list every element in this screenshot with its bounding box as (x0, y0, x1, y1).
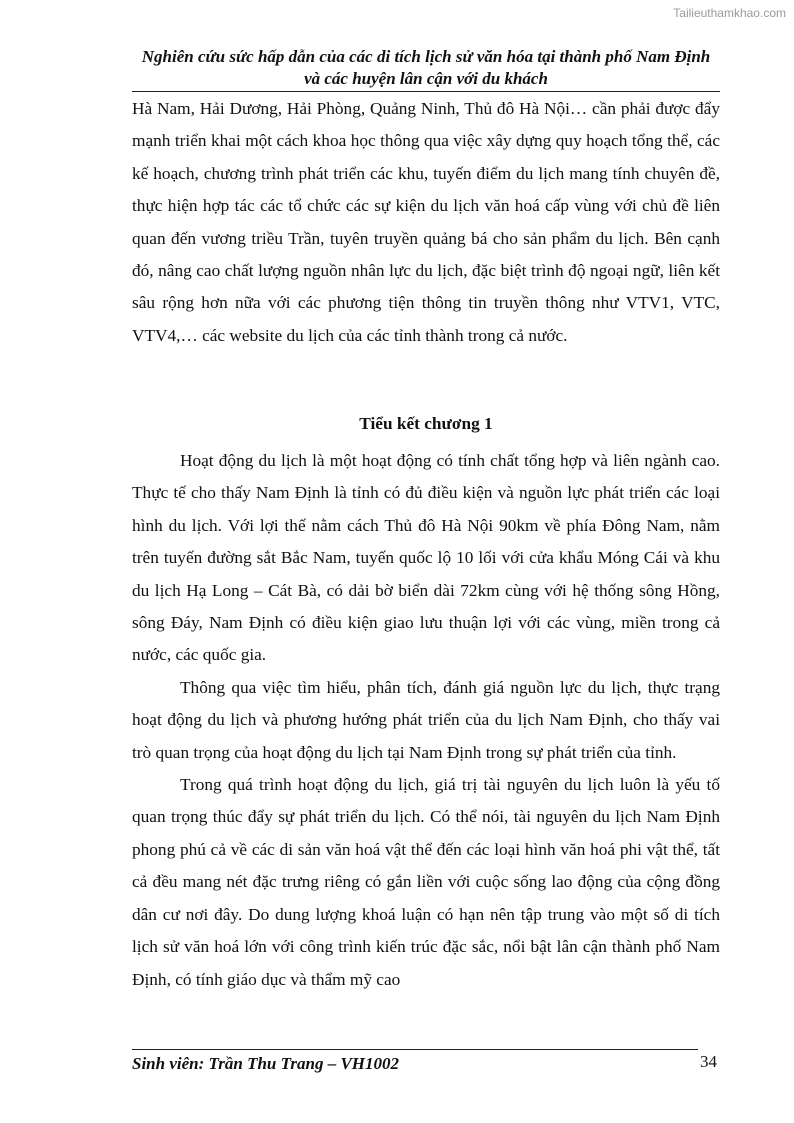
page-header-title: Nghiên cứu sức hấp dẫn của các di tích lịch sử văn hóa tại thành phố Nam Định và các huyện lân cận với du khách (141, 47, 711, 88)
paragraph-2: Thông qua việc tìm hiểu, phân tích, đánh giá nguồn lực du lịch, thực trạng hoạt động du lịch và phương hướng phát triển của du lịch Nam Định, cho thấy vai trò quan trọng của hoạt động du lịch tại Nam Định trong sự phát triển của tỉnh. (132, 677, 720, 762)
paragraph-3: Trong quá trình hoạt động du lịch, giá trị tài nguyên du lịch luôn là yếu tố quan trọng thúc đẩy sự phát triển du lịch. Có thể nói, tài nguyên du lịch Nam Định phong phú cả về các di sản văn hoá vật thể đến các loại hình văn hoá phi vật thể, tất cả đều mang nét đặc trưng riêng có gắn liền với cuộc sống lao động của cộng đồng dân cư nơi đây. Do dung lượng khoá luận có hạn nên tập trung vào một số di tích lịch sử văn hoá lớn với công trình kiến trúc đặc sắc, nổi bật lân cận thành phố Nam Định, có tính giáo dục và thẩm mỹ cao (132, 775, 720, 989)
footer-divider (132, 1049, 698, 1050)
watermark-text: Tailieuthamkhao.com (673, 6, 786, 20)
header-divider (132, 91, 720, 92)
continued-paragraph-block (132, 93, 720, 352)
section-body (132, 445, 720, 996)
footer-student: Sinh viên: Trần Thu Trang – VH1002 (132, 1054, 400, 1073)
section-heading: Tiểu kết chương 1 (359, 414, 493, 433)
page-number: 34 (700, 1052, 717, 1071)
continued-paragraph: Hà Nam, Hải Dương, Hải Phòng, Quảng Ninh, Thủ đô Hà Nội… cần phải được đẩy mạnh triển khai một cách khoa học thông qua việc xây dựng quy hoạch tổng thể, các kế hoạch, chương trình phát triển các khu, tuyến điểm du lịch mang tính chuyên đề, thực hiện hợp tác các tổ chức các sự kiện du lịch văn hoá cấp vùng với chủ đề liên quan đến vương triều Trần, tuyên truyền quảng bá cho sản phẩm du lịch. Bên cạnh đó, nâng cao chất lượng nguồn nhân lực du lịch, đặc biệt trình độ ngoại ngữ, liên kết sâu rộng hơn nữa với các phương tiện thông tin truyền thông như VTV1, VTC, VTV4,… các website du lịch của các tỉnh thành trong cả nước. (132, 99, 720, 345)
paragraph-1: Hoạt động du lịch là một hoạt động có tính chất tổng hợp và liên ngành cao. Thực tế cho thấy Nam Định là tỉnh có đủ điều kiện và nguồn lực phát triển các loại hình du lịch. Với lợi thế nằm cách Thủ đô Hà Nội 90km về phía Đông Nam, nằm trên tuyến đường sắt Bắc Nam, tuyến quốc lộ 10 lối với cửa khẩu Móng Cái và khu du lịch Hạ Long – Cát Bà, có dải bờ biển dài 72km cùng với hệ thống sông Hồng, sông Đáy, Nam Định có điều kiện giao lưu thuận lợi với các vùng, miền trong cả nước, các quốc gia. (132, 451, 720, 665)
